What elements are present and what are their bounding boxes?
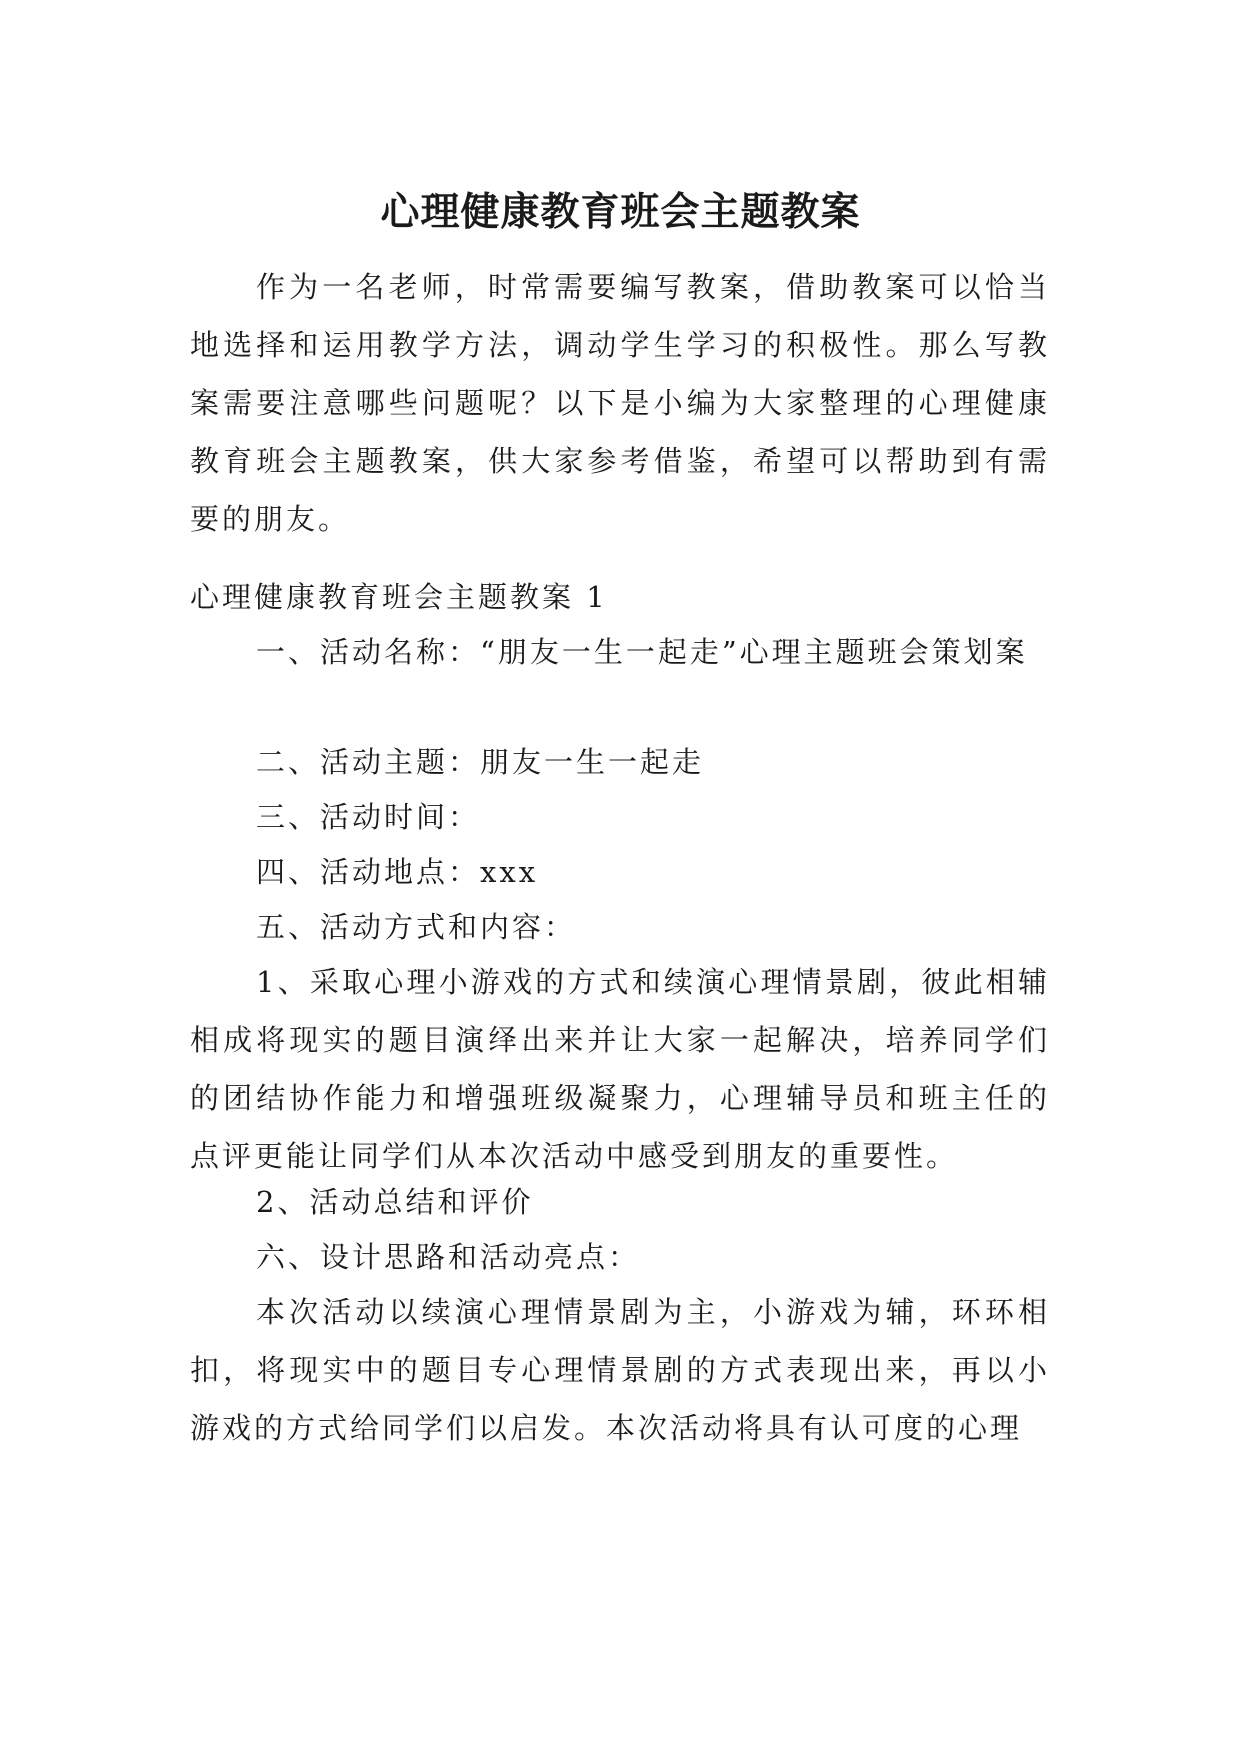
item-method-2: 2、活动总结和评价 bbox=[256, 1185, 534, 1219]
item-design-ideas: 六、设计思路和活动亮点： bbox=[256, 1240, 641, 1274]
design-paragraph: 本次活动以续演心理情景剧为主，小游戏为辅，环环相扣，将现实中的题目专心理情景剧的方式表现出来，再以小游戏的方式给同学们以启发。本次活动将具有认可度的心理 bbox=[190, 1295, 1050, 1445]
item-activity-time: 三、活动时间： bbox=[256, 800, 481, 834]
item-activity-method: 五、活动方式和内容： bbox=[256, 910, 577, 944]
intro-paragraph: 作为一名老师，时常需要编写教案，借助教案可以恰当地选择和运用教学方法，调动学生学习的积极性。那么写教案需要注意哪些问题呢？以下是小编为大家整理的心理健康教育班会主题教案，供大家参考借鉴，希望可以帮助到有需要的朋友。 bbox=[190, 270, 1050, 536]
item-activity-theme: 二、活动主题：朋友一生一起走 bbox=[256, 745, 705, 779]
item-activity-name: 一、活动名称：“朋友一生一起走”心理主题班会策划案 bbox=[256, 635, 1028, 669]
item-activity-location: 四、活动地点：xxx bbox=[256, 855, 539, 889]
document-title: 心理健康教育班会主题教案 bbox=[380, 189, 861, 236]
item-method-1: 1、采取心理小游戏的方式和续演心理情景剧，彼此相辅相成将现实的题目演绎出来并让大家一起解决，培养同学们的团结协作能力和增强班级凝聚力，心理辅导员和班主任的点评更能让同学们从本次活动中感受到朋友的重要性。 bbox=[190, 965, 1050, 1173]
section-heading: 心理健康教育班会主题教案 1 bbox=[190, 580, 608, 614]
